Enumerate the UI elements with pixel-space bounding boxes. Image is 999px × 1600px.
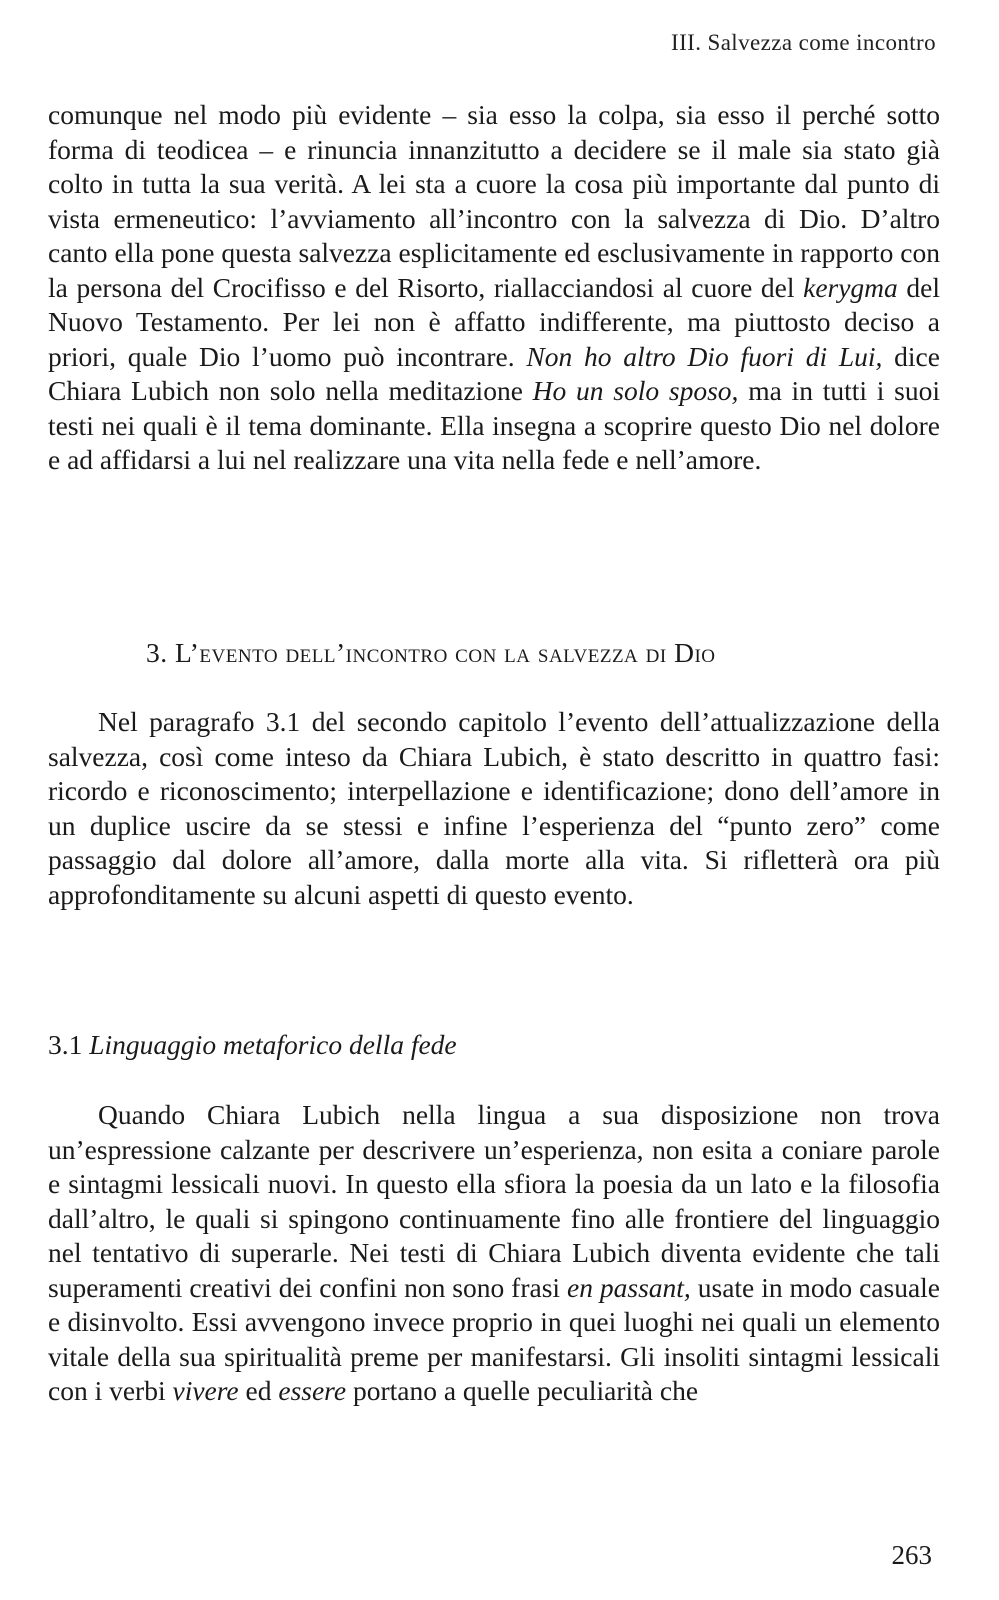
text-run: del Nuovo Testamento. Per lei non è affatto indifferente, ma piuttosto deciso a priori, quale Dio l’uomo può incontrare. — [48, 271, 940, 372]
section-heading: 3. L’evento dell’incontro con la salvezza di Dio — [146, 637, 716, 668]
italic-text: kerygma — [803, 271, 898, 303]
body-paragraph — [48, 98, 940, 478]
subsection-number: 3.1 — [48, 1029, 90, 1060]
page-number: 263 — [891, 1540, 932, 1570]
italic-text: vivere — [172, 1375, 239, 1406]
book-page — [48, 0, 940, 1600]
body-paragraph — [48, 705, 940, 912]
text-run: Nel paragrafo 3.1 del secondo capitolo l’evento dell’attualizzazione della salvezza, così come inteso da Chiara Lubich, è stato descritto in quattro fasi: ricordo e riconoscimento; interpellazione e identificazione; dono dell’amore in un duplice uscire da se stessi e infine l’esperienza del “punto zero” come passaggio dal dolore all’amore, dalla morte alla vita. Si rifletterà ora più approfonditamente su alcuni aspetti di questo evento. — [48, 706, 940, 910]
text-run: usate in modo casuale e disinvolto. Essi avvengono invece proprio in quei luoghi nei quali un elemento vitale della sua spiritualità preme per manifestarsi. Gli insoliti sintagmi lessicali con i verbi — [48, 1271, 941, 1406]
italic-text: Non ho altro Dio fuori di Lui, — [526, 340, 883, 372]
italic-text: essere — [278, 1375, 347, 1406]
text-run: portano a quelle peculiarità che — [346, 1375, 699, 1406]
text-run: comunque nel modo più evidente – sia esso la colpa, sia esso il perché sotto forma di teodicea – e rinuncia innanzitutto a decidere se il male sia stato già colto in tutta la sua verità. A lei sta a cuore la cosa più importante dal punto di vista ermeneutico: l’avviamento all’incontro con la salvezza di Dio. D’altro canto ella pone questa salvezza esplicitamente ed esclusivamente in rapporto con la persona del Crocifisso e del Risorto, riallacciandosi al cuore del — [48, 99, 940, 303]
text-run: dice Chiara Lubich non solo nella meditazione — [48, 340, 940, 406]
text-run: ed — [238, 1375, 279, 1406]
subsection-title: Linguaggio metaforico della fede — [89, 1029, 457, 1060]
text-run: Quando Chiara Lubich nella lingua a sua disposizione non trova un’espressione calzante per descrivere un’esperienza, non esita a coniare parole e sintagmi lessicali nuovi. In questo ella sfiora la poesia da un lato e la filosofia dall’altro, le quali si spingono continuamente fino alle frontiere del linguaggio nel tentativo di superarle. Nei testi di Chiara Lubich diventa evidente che tali superamenti creativi dei confini non sono frasi — [48, 1099, 940, 1303]
subsection-heading — [48, 1028, 457, 1062]
running-head: III. Salvezza come incontro — [671, 30, 936, 55]
text-run: ma in tutti i suoi testi nei quali è il tema dominante. Ella insegna a scoprire questo Dio nel dolore e ad affidarsi a lui nel realizzare una vita nella fede e nell’amore. — [48, 375, 941, 475]
italic-text: Ho un solo sposo, — [532, 375, 739, 406]
body-paragraph — [48, 1098, 940, 1409]
italic-text: en passant, — [566, 1271, 691, 1303]
